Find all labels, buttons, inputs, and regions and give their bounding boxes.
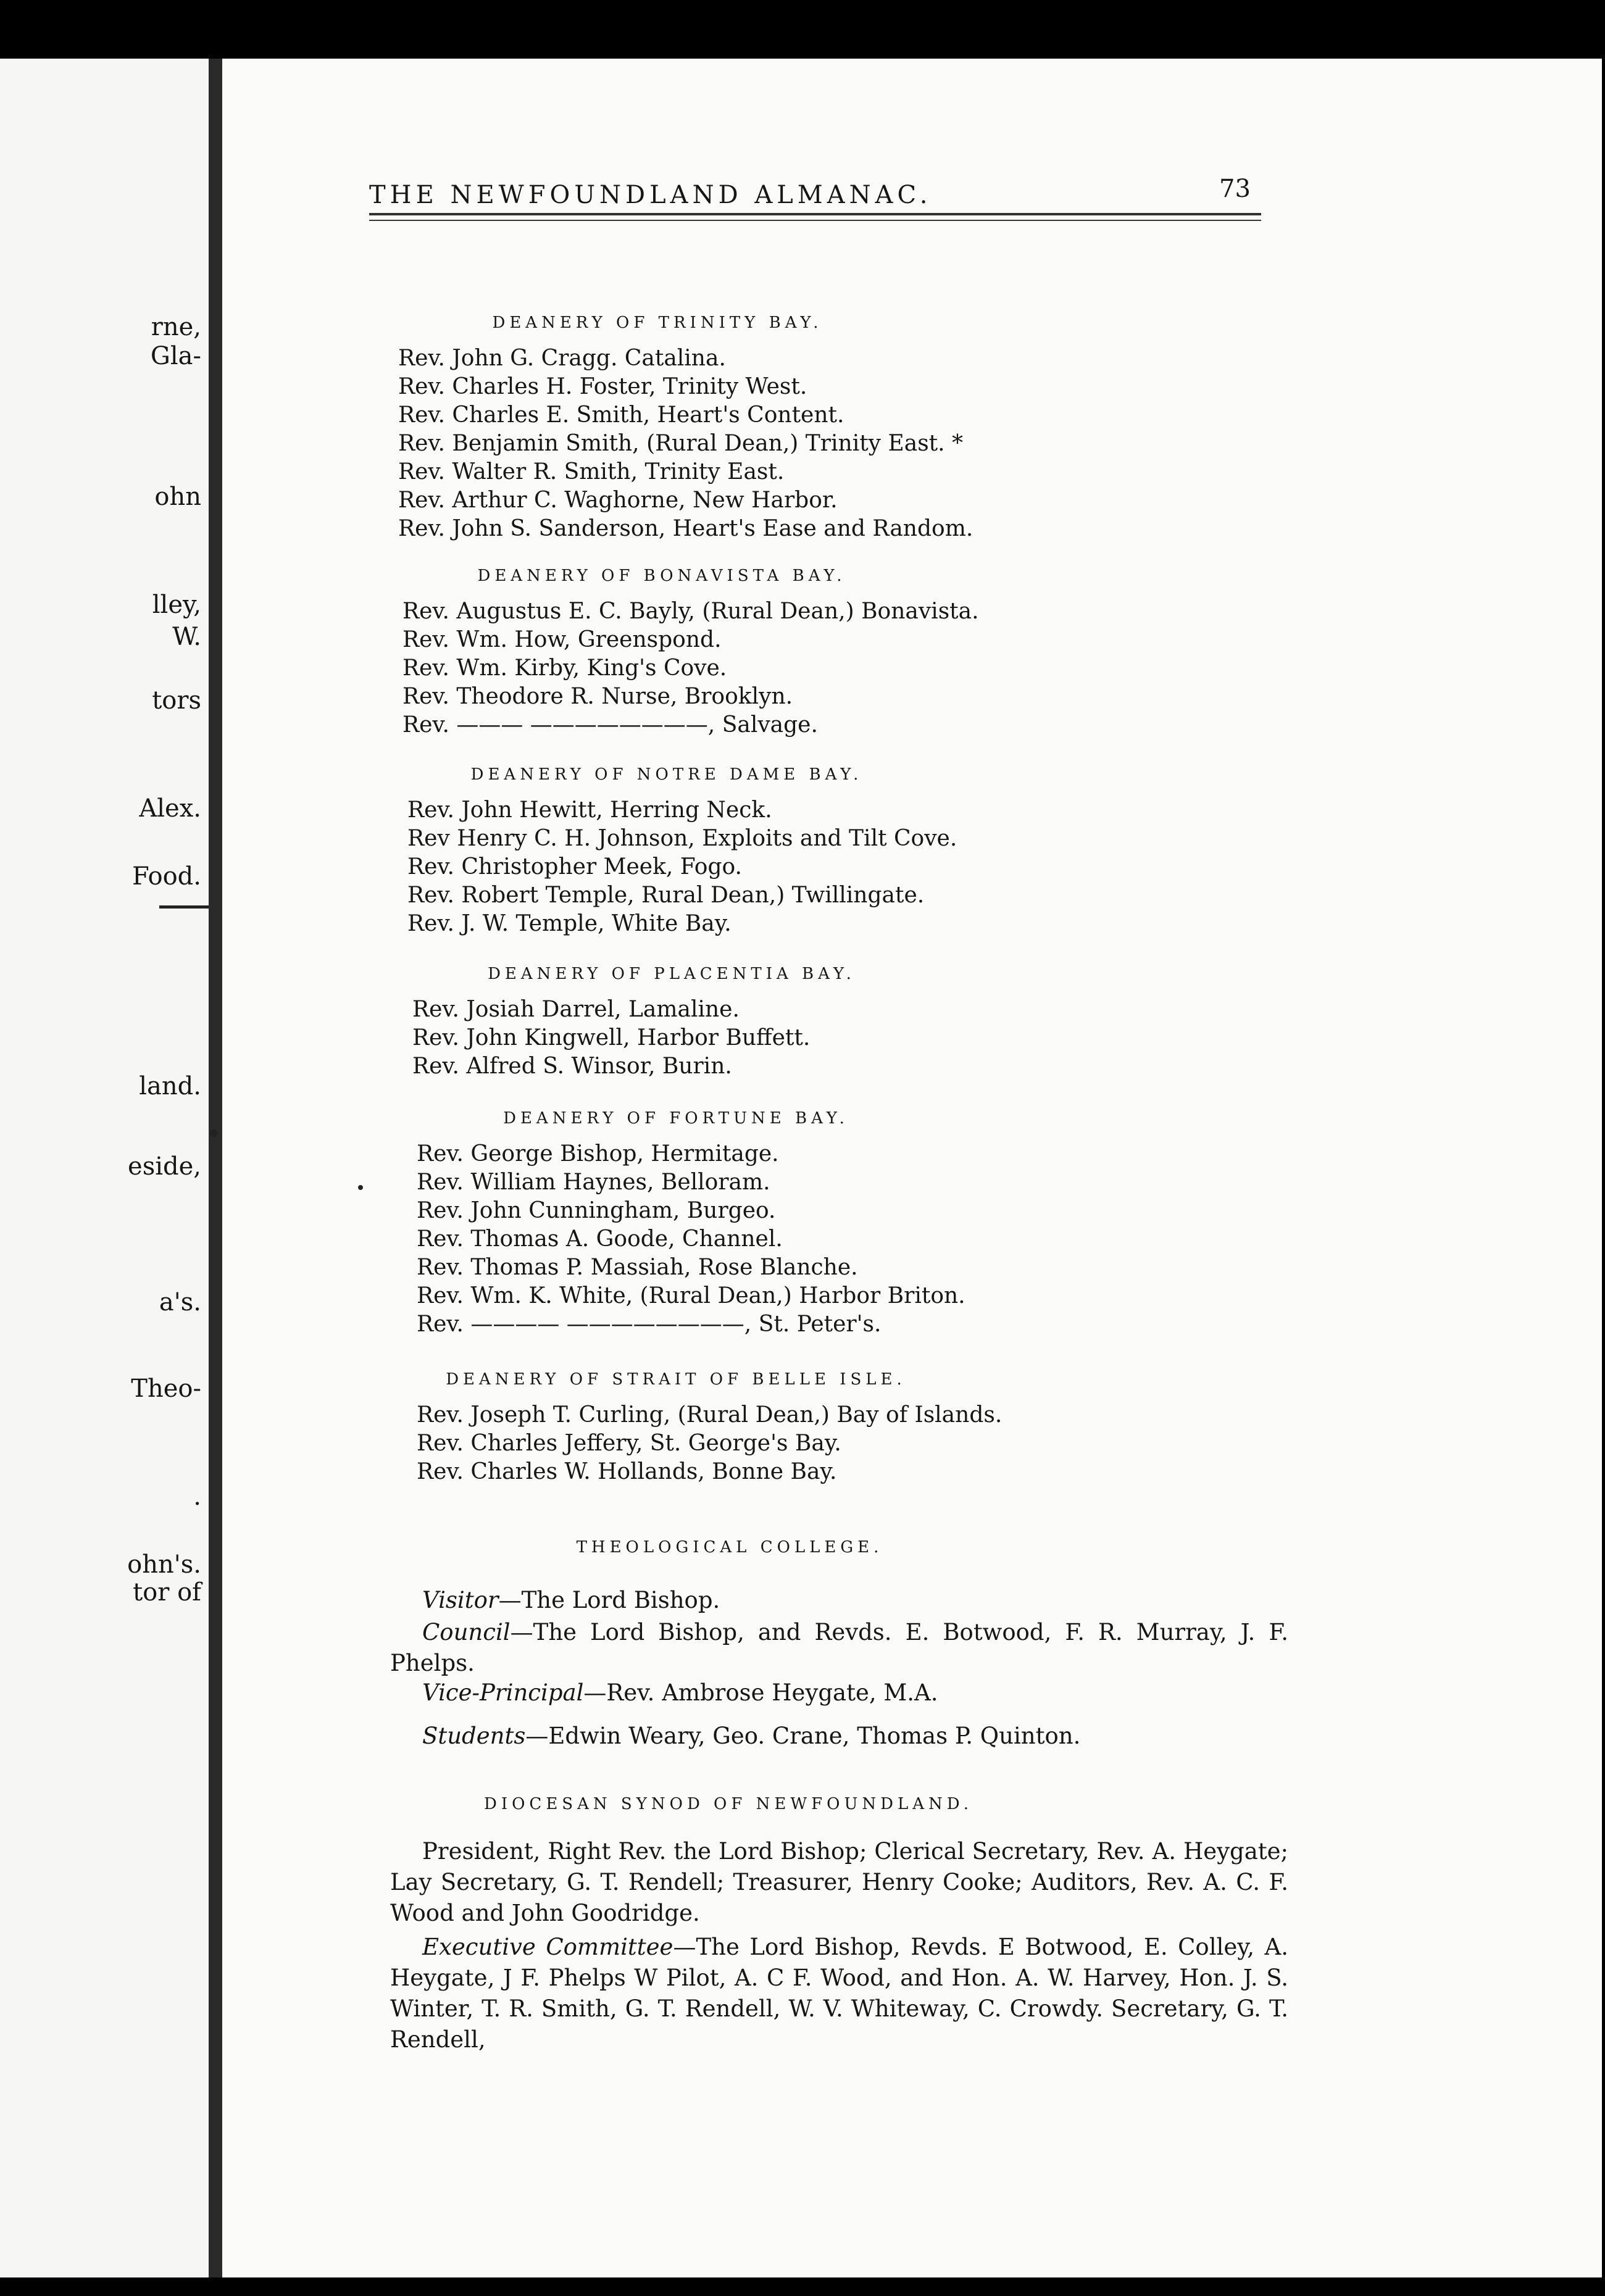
clergy-entry: Rev. Theodore R. Nurse, Brooklyn.	[402, 684, 793, 709]
clergy-entry: Rev. Benjamin Smith, (Rural Dean,) Trinity East. *	[398, 431, 964, 456]
clergy-entry: Rev. Charles Jeffery, St. George's Bay.	[417, 1431, 841, 1456]
college-title: THEOLOGICAL COLLEGE.	[576, 1538, 883, 1557]
clergy-entry: Rev. Wm. How, Greenspond.	[402, 627, 722, 652]
clergy-entry: Rev. John Hewitt, Herring Neck.	[407, 797, 772, 823]
ink-spot	[210, 1129, 217, 1137]
deanery-title: DEANERY OF NOTRE DAME BAY.	[470, 765, 863, 784]
facing-page-fragment: eside,	[128, 1152, 201, 1181]
header-rule	[369, 213, 1261, 215]
clergy-entry: Rev. Alfred S. Winsor, Burin.	[412, 1054, 732, 1079]
clergy-entry: Rev. Christopher Meek, Fogo.	[407, 854, 743, 880]
facing-page-fragment: .	[193, 1483, 201, 1511]
clergy-entry: Rev. George Bishop, Hermitage.	[417, 1141, 779, 1167]
facing-page-fragment: Gla-	[150, 342, 201, 370]
college-paragraph	[390, 1721, 1288, 1752]
synod-label: Executive Committee	[422, 1934, 673, 1960]
college-text: —Rev. Ambrose Heygate, M.A.	[583, 1679, 938, 1706]
synod-paragraph	[390, 1836, 1288, 1929]
college-text: —The Lord Bishop, and Revds. E. Botwood, F. R. Murray, J. F. Phelps.	[390, 1619, 1288, 1676]
clergy-entry: Rev. John Cunningham, Burgeo.	[417, 1198, 776, 1223]
clergy-entry: Rev Henry C. H. Johnson, Exploits and Tilt Cove.	[407, 826, 957, 851]
facing-page-rule	[159, 905, 209, 909]
college-paragraph	[390, 1678, 1288, 1708]
deanery-title: DEANERY OF FORTUNE BAY.	[503, 1109, 849, 1128]
deanery-title: DEANERY OF TRINITY BAY.	[492, 314, 823, 332]
college-paragraph	[390, 1617, 1288, 1679]
college-label: Council	[422, 1619, 511, 1645]
clergy-entry: Rev. Augustus E. C. Bayly, (Rural Dean,) Bonavista.	[402, 599, 979, 624]
clergy-entry: Rev. Charles E. Smith, Heart's Content.	[398, 402, 844, 428]
page-number: 73	[1219, 175, 1251, 203]
synod-paragraph	[390, 1932, 1288, 2055]
clergy-entry: Rev. ———— ————————, St. Peter's.	[417, 1312, 882, 1337]
book-gutter	[209, 59, 222, 2277]
college-text: —The Lord Bishop.	[498, 1587, 720, 1613]
clergy-entry: Rev. John S. Sanderson, Heart's Ease and Random.	[398, 516, 973, 541]
clergy-entry: Rev. Thomas P. Massiah, Rose Blanche.	[417, 1255, 858, 1280]
college-label: Visitor	[422, 1587, 499, 1613]
college-label: Students	[422, 1723, 526, 1749]
deanery-title: DEANERY OF STRAIT OF BELLE ISLE.	[446, 1370, 906, 1389]
synod-text: —The Lord Bishop, Revds. E Botwood, E. Colley, A. Heygate, J F. Phelps W Pilot, A. C F. Wood, and Hon. A. W. Harvey, Hon. J. S. Winter, T. R. Smith, G. T. Rendell, W. V. Whiteway, C. Crowdy. Secretary, G. T. Rendell,	[390, 1934, 1288, 2053]
facing-page-fragment: tors	[152, 686, 201, 715]
synod-text: President, Right Rev. the Lord Bishop; Clerical Secretary, Rev. A. Heygate; Lay Secretary, G. T. Rendell; Treasurer, Henry Cooke; Auditors, Rev. A. C. F. Wood and John Goodridge.	[390, 1838, 1288, 1926]
facing-page-fragment: rne,	[151, 313, 201, 341]
facing-page-fragment: Alex.	[139, 794, 201, 823]
clergy-entry: Rev. Robert Temple, Rural Dean,) Twillingate.	[407, 883, 925, 908]
clergy-entry: Rev. ——— ————————, Salvage.	[402, 712, 818, 738]
clergy-entry: Rev. Josiah Darrel, Lamaline.	[412, 997, 740, 1022]
ink-spot	[358, 1185, 363, 1190]
facing-page-fragment: Theo-	[131, 1375, 201, 1403]
clergy-entry: Rev. John G. Cragg. Catalina.	[398, 346, 726, 371]
facing-page-fragment: lley,	[152, 591, 201, 619]
facing-page-fragment: land.	[139, 1072, 201, 1100]
running-header: THE NEWFOUNDLAND ALMANAC.	[369, 181, 932, 209]
clergy-entry: Rev. Charles H. Foster, Trinity West.	[398, 374, 807, 399]
college-text: —Edwin Weary, Geo. Crane, Thomas P. Quinton.	[525, 1723, 1081, 1749]
facing-page	[0, 59, 209, 2277]
clergy-entry: Rev. Wm. Kirby, King's Cove.	[402, 655, 727, 681]
facing-page-fragment: a's.	[159, 1288, 201, 1316]
clergy-entry: Rev. John Kingwell, Harbor Buffett.	[412, 1025, 811, 1050]
clergy-entry: Rev. Joseph T. Curling, (Rural Dean,) Bay of Islands.	[417, 1402, 1003, 1428]
clergy-entry: Rev. William Haynes, Belloram.	[417, 1170, 770, 1195]
clergy-entry: Rev. Walter R. Smith, Trinity East.	[398, 459, 785, 485]
clergy-entry: Rev. J. W. Temple, White Bay.	[407, 911, 732, 936]
clergy-entry: Rev. Arthur C. Waghorne, New Harbor.	[398, 488, 838, 513]
facing-page-fragment: tor of	[133, 1578, 201, 1607]
college-label: Vice-Principal	[422, 1679, 584, 1706]
facing-page-fragment: ohn	[154, 483, 201, 511]
synod-title: DIOCESAN SYNOD OF NEWFOUNDLAND.	[484, 1795, 973, 1813]
deanery-title: DEANERY OF BONAVISTA BAY.	[477, 567, 846, 585]
facing-page-fragment: ohn's.	[127, 1550, 201, 1579]
clergy-entry: Rev. Thomas A. Goode, Channel.	[417, 1226, 783, 1252]
header-rule-thin	[369, 220, 1261, 221]
facing-page-fragment: W.	[172, 623, 201, 651]
clergy-entry: Rev. Wm. K. White, (Rural Dean,) Harbor Briton.	[417, 1283, 965, 1308]
clergy-entry: Rev. Charles W. Hollands, Bonne Bay.	[417, 1459, 837, 1484]
facing-page-fragment: Food.	[131, 862, 201, 891]
college-paragraph	[390, 1585, 1288, 1616]
deanery-title: DEANERY OF PLACENTIA BAY.	[488, 965, 856, 983]
